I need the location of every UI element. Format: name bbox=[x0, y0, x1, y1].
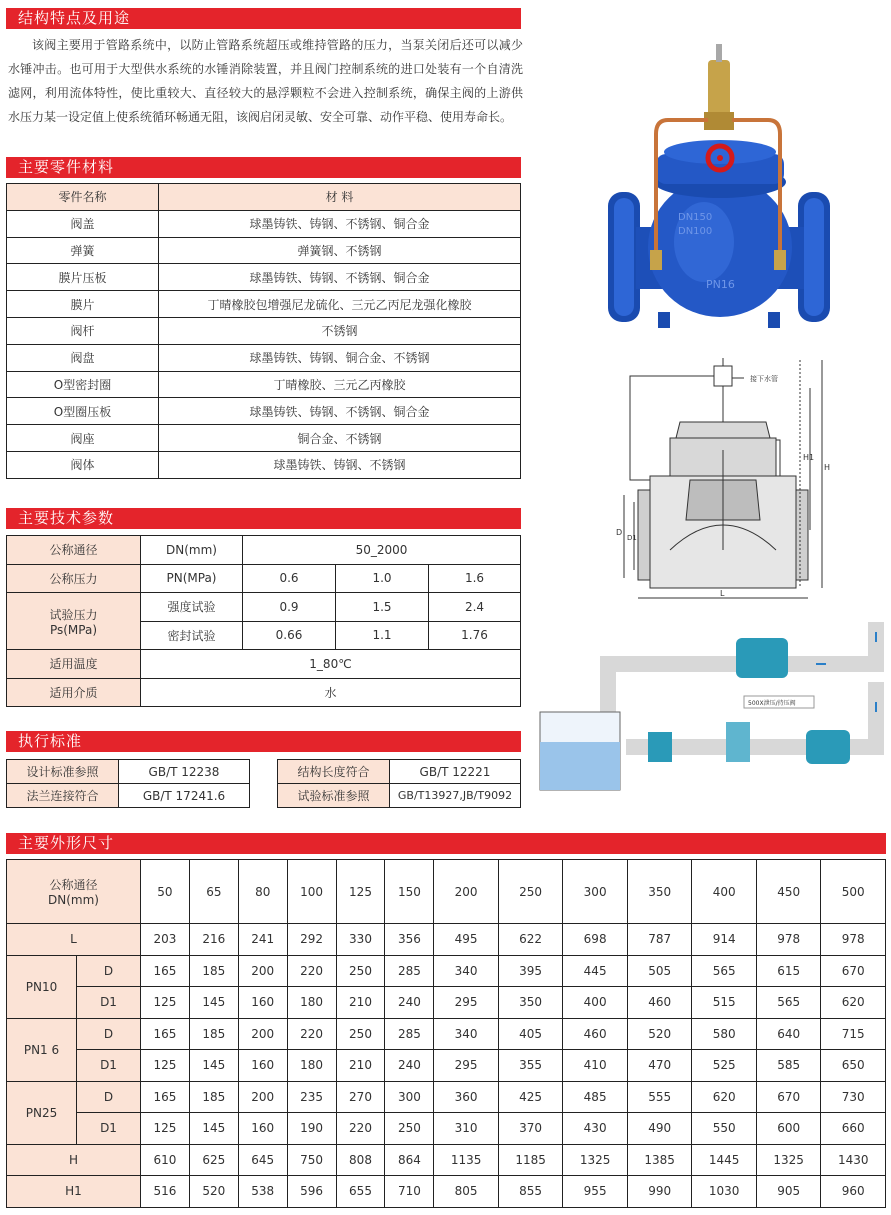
dims-l-row-value: 292 bbox=[287, 924, 336, 956]
materials-row bbox=[7, 344, 521, 371]
d-value: 360 bbox=[434, 1081, 499, 1113]
part-name: 膜片 bbox=[7, 291, 159, 318]
materials-row bbox=[7, 237, 521, 264]
tech-row-dn bbox=[7, 536, 521, 565]
d-label: D bbox=[77, 1018, 141, 1050]
dims-h-row-value: 1135 bbox=[434, 1144, 499, 1176]
part-name: 弹簧 bbox=[7, 237, 159, 264]
d1-value: 355 bbox=[498, 1050, 563, 1082]
d1-value: 295 bbox=[434, 987, 499, 1019]
d1-value: 145 bbox=[189, 1050, 238, 1082]
dims-h1-row-value: 1030 bbox=[692, 1176, 757, 1208]
d1-value: 295 bbox=[434, 1050, 499, 1082]
materials-header-row bbox=[7, 184, 521, 211]
medium-label: 适用介质 bbox=[7, 678, 141, 707]
pn-group-label: PN25 bbox=[7, 1081, 77, 1144]
dims-h1-row-value: 520 bbox=[189, 1176, 238, 1208]
dims-h-row bbox=[7, 1144, 886, 1176]
d-value: 165 bbox=[141, 1018, 190, 1050]
dim-label-h: H bbox=[824, 463, 831, 472]
d-value: 340 bbox=[434, 1018, 499, 1050]
d1-value: 210 bbox=[336, 987, 385, 1019]
d1-label: D1 bbox=[77, 1050, 141, 1082]
d1-value: 525 bbox=[692, 1050, 757, 1082]
dims-h-row-value: 1445 bbox=[692, 1144, 757, 1176]
dims-h-row-value: 1325 bbox=[756, 1144, 821, 1176]
pn-unit: PN(MPa) bbox=[141, 564, 243, 593]
test-pressure-label bbox=[7, 593, 141, 650]
section-header-standards: 执行标准 bbox=[6, 731, 521, 752]
d1-value: 400 bbox=[563, 987, 628, 1019]
dims-h1-row-value: 516 bbox=[141, 1176, 190, 1208]
d-value: 580 bbox=[692, 1018, 757, 1050]
materials-row bbox=[7, 264, 521, 291]
part-name: 阀盘 bbox=[7, 344, 159, 371]
pn-group-label: PN1 6 bbox=[7, 1018, 77, 1081]
dn-value: 500 bbox=[821, 860, 886, 924]
part-material: 丁晴橡胶包增强尼龙硫化、三元乙丙尼龙强化橡胶 bbox=[159, 291, 521, 318]
part-material: 铜合金、不锈钢 bbox=[159, 425, 521, 452]
d1-value: 210 bbox=[336, 1050, 385, 1082]
tech-row-temp bbox=[7, 650, 521, 679]
tech-row-medium bbox=[7, 678, 521, 707]
d-value: 200 bbox=[238, 955, 287, 987]
d1-value: 125 bbox=[141, 987, 190, 1019]
part-name: O型圈压板 bbox=[7, 398, 159, 425]
dn-value: 100 bbox=[287, 860, 336, 924]
dims-h1-row-value: 655 bbox=[336, 1176, 385, 1208]
length-std-label: 结构长度符合 bbox=[278, 760, 390, 784]
dims-h-row-value: 808 bbox=[336, 1144, 385, 1176]
d1-value: 160 bbox=[238, 1113, 287, 1145]
d-value: 730 bbox=[821, 1081, 886, 1113]
d1-value: 565 bbox=[756, 987, 821, 1019]
d1-value: 190 bbox=[287, 1113, 336, 1145]
dims-l-row-value: 978 bbox=[756, 924, 821, 956]
d-value: 485 bbox=[563, 1081, 628, 1113]
part-name: 阀座 bbox=[7, 425, 159, 452]
d1-value: 310 bbox=[434, 1113, 499, 1145]
d-value: 185 bbox=[189, 955, 238, 987]
d-label: D bbox=[77, 955, 141, 987]
temp-label: 适用温度 bbox=[7, 650, 141, 679]
d1-value: 240 bbox=[385, 987, 434, 1019]
valve-mark-2: DN100 bbox=[678, 226, 713, 237]
dims-dn-row bbox=[7, 860, 886, 924]
tech-row-strength bbox=[7, 593, 521, 622]
temp-value: 1_80℃ bbox=[141, 650, 521, 679]
tech-table bbox=[6, 535, 521, 707]
relief-valve-bottom bbox=[806, 730, 850, 764]
dims-h-row-value: 750 bbox=[287, 1144, 336, 1176]
d-value: 200 bbox=[238, 1018, 287, 1050]
intro-paragraph: 该阀主要用于管路系统中，以防止管路系统超压或维持管路的压力，当泵关闭后还可以减少水锤冲击。也可用于大型供水系统的水锤消除装置，并且阀门控制系统的进口处装有一个自清洗滤网，利用流体特性，使比重较大、直径较大的悬浮颗粒不会进入控制系统，确保主阀的上游供水压力某一设定值上使系统循环畅通无阻，该阀启闭灵敏、安全可靠、动作平稳、使用寿命长。 bbox=[8, 38, 523, 124]
d-value: 425 bbox=[498, 1081, 563, 1113]
d1-value: 145 bbox=[189, 1113, 238, 1145]
d-value: 670 bbox=[821, 955, 886, 987]
materials-row bbox=[7, 451, 521, 478]
seal-value: 1.1 bbox=[336, 621, 429, 650]
materials-row bbox=[7, 291, 521, 318]
d1-value: 160 bbox=[238, 987, 287, 1019]
standards-table-left bbox=[6, 759, 250, 808]
materials-row bbox=[7, 371, 521, 398]
dims-pn10-d1-row bbox=[7, 987, 886, 1019]
dn-value: 200 bbox=[434, 860, 499, 924]
dims-l-row-value: 495 bbox=[434, 924, 499, 956]
design-std-label: 设计标准参照 bbox=[7, 760, 119, 784]
part-material: 球墨铸铁、铸钢、不锈钢、铜合金 bbox=[159, 264, 521, 291]
standards-table-right bbox=[277, 759, 521, 808]
dn-value: 300 bbox=[563, 860, 628, 924]
d1-value: 470 bbox=[627, 1050, 692, 1082]
part-name: 阀体 bbox=[7, 451, 159, 478]
system-label: 500X泄压/持压阀 bbox=[748, 700, 796, 707]
d-value: 460 bbox=[563, 1018, 628, 1050]
part-material: 球墨铸铁、铸钢、不锈钢、铜合金 bbox=[159, 398, 521, 425]
pn-label: 公称压力 bbox=[7, 564, 141, 593]
dims-l-row-value: 241 bbox=[238, 924, 287, 956]
d-value: 220 bbox=[287, 955, 336, 987]
d-value: 250 bbox=[336, 1018, 385, 1050]
part-name: 膜片压板 bbox=[7, 264, 159, 291]
d-label: D bbox=[77, 1081, 141, 1113]
dims-l-row-value: 787 bbox=[627, 924, 692, 956]
part-material: 丁晴橡胶、三元乙丙橡胶 bbox=[159, 371, 521, 398]
pn-value: 1.6 bbox=[429, 564, 521, 593]
dims-h-row-value: 1325 bbox=[563, 1144, 628, 1176]
d1-value: 460 bbox=[627, 987, 692, 1019]
dims-pn25-d1-row bbox=[7, 1113, 886, 1145]
d1-value: 430 bbox=[563, 1113, 628, 1145]
pump bbox=[726, 722, 750, 762]
dn-value: 450 bbox=[756, 860, 821, 924]
d-value: 555 bbox=[627, 1081, 692, 1113]
dims-h1-row-value: 960 bbox=[821, 1176, 886, 1208]
seal-value: 1.76 bbox=[429, 621, 521, 650]
d-value: 165 bbox=[141, 1081, 190, 1113]
materials-row bbox=[7, 425, 521, 452]
dims-h-row-value: 645 bbox=[238, 1144, 287, 1176]
dims-h-row-value: 1385 bbox=[627, 1144, 692, 1176]
dn-value: 65 bbox=[189, 860, 238, 924]
section-header-tech: 主要技术参数 bbox=[6, 508, 521, 529]
d1-value: 180 bbox=[287, 1050, 336, 1082]
dims-h1-row-value: 955 bbox=[563, 1176, 628, 1208]
dims-l-row bbox=[7, 924, 886, 956]
d-value: 670 bbox=[756, 1081, 821, 1113]
dims-l-row-value: 203 bbox=[141, 924, 190, 956]
dims-pn16-d1-row bbox=[7, 1050, 886, 1082]
d1-label: D1 bbox=[77, 1113, 141, 1145]
valve-mark-1: DN150 bbox=[678, 212, 713, 223]
part-name: O型密封圈 bbox=[7, 371, 159, 398]
dims-h-row-label: H bbox=[7, 1144, 141, 1176]
d1-value: 650 bbox=[821, 1050, 886, 1082]
dim-label-d: D bbox=[616, 528, 623, 537]
section-drawing bbox=[610, 350, 840, 602]
d1-value: 125 bbox=[141, 1050, 190, 1082]
dims-pn10-d-row bbox=[7, 955, 886, 987]
d-value: 615 bbox=[756, 955, 821, 987]
test-std-label: 试验标准参照 bbox=[278, 784, 390, 808]
dims-pn16-d-row bbox=[7, 1018, 886, 1050]
d1-value: 125 bbox=[141, 1113, 190, 1145]
d1-value: 370 bbox=[498, 1113, 563, 1145]
design-std-value: GB/T 12238 bbox=[119, 760, 250, 784]
dims-h-row-value: 1185 bbox=[498, 1144, 563, 1176]
d1-value: 515 bbox=[692, 987, 757, 1019]
strength-label: 强度试验 bbox=[141, 593, 243, 622]
d-value: 200 bbox=[238, 1081, 287, 1113]
d-value: 285 bbox=[385, 1018, 434, 1050]
d1-value: 350 bbox=[498, 987, 563, 1019]
d1-value: 240 bbox=[385, 1050, 434, 1082]
part-name: 阀杆 bbox=[7, 317, 159, 344]
relief-valve-top bbox=[736, 638, 788, 678]
pn-value: 0.6 bbox=[243, 564, 336, 593]
valve-photo bbox=[608, 42, 834, 330]
d-value: 715 bbox=[821, 1018, 886, 1050]
dn-label: 公称通径 bbox=[7, 536, 141, 565]
dn-value: 250 bbox=[498, 860, 563, 924]
length-std-value: GB/T 12221 bbox=[390, 760, 521, 784]
d-value: 395 bbox=[498, 955, 563, 987]
dims-h1-row-value: 538 bbox=[238, 1176, 287, 1208]
dims-h-row-value: 864 bbox=[385, 1144, 434, 1176]
materials-header-cell: 材 料 bbox=[159, 184, 521, 211]
d-value: 300 bbox=[385, 1081, 434, 1113]
d1-value: 490 bbox=[627, 1113, 692, 1145]
flange-std-value: GB/T 17241.6 bbox=[119, 784, 250, 808]
d1-value: 180 bbox=[287, 987, 336, 1019]
d-value: 165 bbox=[141, 955, 190, 987]
d1-value: 585 bbox=[756, 1050, 821, 1082]
dn-value: 150 bbox=[385, 860, 434, 924]
dimensions-table bbox=[6, 859, 886, 1208]
dims-h1-row-value: 990 bbox=[627, 1176, 692, 1208]
dims-h1-row-value: 805 bbox=[434, 1176, 499, 1208]
dims-h1-row bbox=[7, 1176, 886, 1208]
dim-label-d1: D1 bbox=[627, 534, 637, 542]
dims-l-row-value: 698 bbox=[563, 924, 628, 956]
dn-value: 350 bbox=[627, 860, 692, 924]
dn-value: 50 bbox=[141, 860, 190, 924]
dims-l-row-value: 914 bbox=[692, 924, 757, 956]
d-value: 285 bbox=[385, 955, 434, 987]
dn-header-line2: DN(mm) bbox=[48, 893, 99, 907]
d-value: 250 bbox=[336, 955, 385, 987]
dn-unit: DN(mm) bbox=[141, 536, 243, 565]
d1-label: D1 bbox=[77, 987, 141, 1019]
test-label-line2: Ps(MPa) bbox=[49, 622, 98, 637]
section-header-structure: 结构特点及用途 bbox=[6, 8, 521, 29]
d-value: 340 bbox=[434, 955, 499, 987]
d-value: 505 bbox=[627, 955, 692, 987]
d-value: 620 bbox=[692, 1081, 757, 1113]
tech-row-pn bbox=[7, 564, 521, 593]
strength-value: 1.5 bbox=[336, 593, 429, 622]
d-value: 185 bbox=[189, 1018, 238, 1050]
d-value: 565 bbox=[692, 955, 757, 987]
materials-row bbox=[7, 317, 521, 344]
materials-row bbox=[7, 398, 521, 425]
part-material: 球墨铸铁、铸钢、铜合金、不锈钢 bbox=[159, 344, 521, 371]
pilot-valve bbox=[708, 60, 730, 120]
d-value: 445 bbox=[563, 955, 628, 987]
d1-value: 550 bbox=[692, 1113, 757, 1145]
dn-header-label bbox=[7, 860, 141, 924]
part-material: 不锈钢 bbox=[159, 317, 521, 344]
materials-row bbox=[7, 210, 521, 237]
dims-h1-row-value: 596 bbox=[287, 1176, 336, 1208]
dims-h1-row-value: 855 bbox=[498, 1176, 563, 1208]
dims-l-row-value: 622 bbox=[498, 924, 563, 956]
medium-value: 水 bbox=[141, 678, 521, 707]
test-std-value: GB/T13927,JB/T9092 bbox=[390, 784, 521, 808]
part-material: 弹簧钢、不锈钢 bbox=[159, 237, 521, 264]
d-value: 235 bbox=[287, 1081, 336, 1113]
d1-value: 600 bbox=[756, 1113, 821, 1145]
d1-value: 220 bbox=[336, 1113, 385, 1145]
dims-l-row-label: L bbox=[7, 924, 141, 956]
d1-value: 660 bbox=[821, 1113, 886, 1145]
installation-diagram bbox=[536, 612, 886, 802]
d-value: 405 bbox=[498, 1018, 563, 1050]
part-name: 阀盖 bbox=[7, 210, 159, 237]
d-value: 520 bbox=[627, 1018, 692, 1050]
d-value: 220 bbox=[287, 1018, 336, 1050]
seal-label: 密封试验 bbox=[141, 621, 243, 650]
d1-value: 145 bbox=[189, 987, 238, 1019]
part-material: 球墨铸铁、铸钢、不锈钢 bbox=[159, 451, 521, 478]
dims-h1-row-label: H1 bbox=[7, 1176, 141, 1208]
valve-mark-3: PN16 bbox=[706, 278, 735, 291]
drain-label: 接下水管 bbox=[750, 375, 778, 383]
dims-h-row-value: 610 bbox=[141, 1144, 190, 1176]
dims-l-row-value: 978 bbox=[821, 924, 886, 956]
dims-h-row-value: 1430 bbox=[821, 1144, 886, 1176]
dims-pn25-d-row bbox=[7, 1081, 886, 1113]
materials-header-cell: 零件名称 bbox=[7, 184, 159, 211]
strength-value: 2.4 bbox=[429, 593, 521, 622]
d1-value: 410 bbox=[563, 1050, 628, 1082]
dn-value: 400 bbox=[692, 860, 757, 924]
dims-h1-row-value: 710 bbox=[385, 1176, 434, 1208]
section-header-dimensions: 主要外形尺寸 bbox=[6, 833, 886, 854]
part-material: 球墨铸铁、铸钢、不锈钢、铜合金 bbox=[159, 210, 521, 237]
dims-l-row-value: 330 bbox=[336, 924, 385, 956]
pn-group-label: PN10 bbox=[7, 955, 77, 1018]
dim-label-l: L bbox=[720, 589, 725, 598]
seal-value: 0.66 bbox=[243, 621, 336, 650]
pn-value: 1.0 bbox=[336, 564, 429, 593]
dims-l-row-value: 356 bbox=[385, 924, 434, 956]
dims-l-row-value: 216 bbox=[189, 924, 238, 956]
d1-value: 160 bbox=[238, 1050, 287, 1082]
section-header-materials: 主要零件材料 bbox=[6, 157, 521, 178]
dn-value: 50_2000 bbox=[243, 536, 521, 565]
d-value: 270 bbox=[336, 1081, 385, 1113]
dn-value: 125 bbox=[336, 860, 385, 924]
d1-value: 250 bbox=[385, 1113, 434, 1145]
materials-table bbox=[6, 183, 521, 479]
dim-label-h1: H1 bbox=[803, 453, 815, 462]
dims-h1-row-value: 905 bbox=[756, 1176, 821, 1208]
d1-value: 620 bbox=[821, 987, 886, 1019]
check-valve bbox=[648, 732, 672, 762]
d-value: 640 bbox=[756, 1018, 821, 1050]
dn-header-line1: 公称通径 bbox=[49, 878, 98, 892]
d-value: 185 bbox=[189, 1081, 238, 1113]
dn-value: 80 bbox=[238, 860, 287, 924]
flange-std-label: 法兰连接符合 bbox=[7, 784, 119, 808]
strength-value: 0.9 bbox=[243, 593, 336, 622]
dims-h-row-value: 625 bbox=[189, 1144, 238, 1176]
test-label-line1: 试验压力 bbox=[49, 607, 98, 622]
